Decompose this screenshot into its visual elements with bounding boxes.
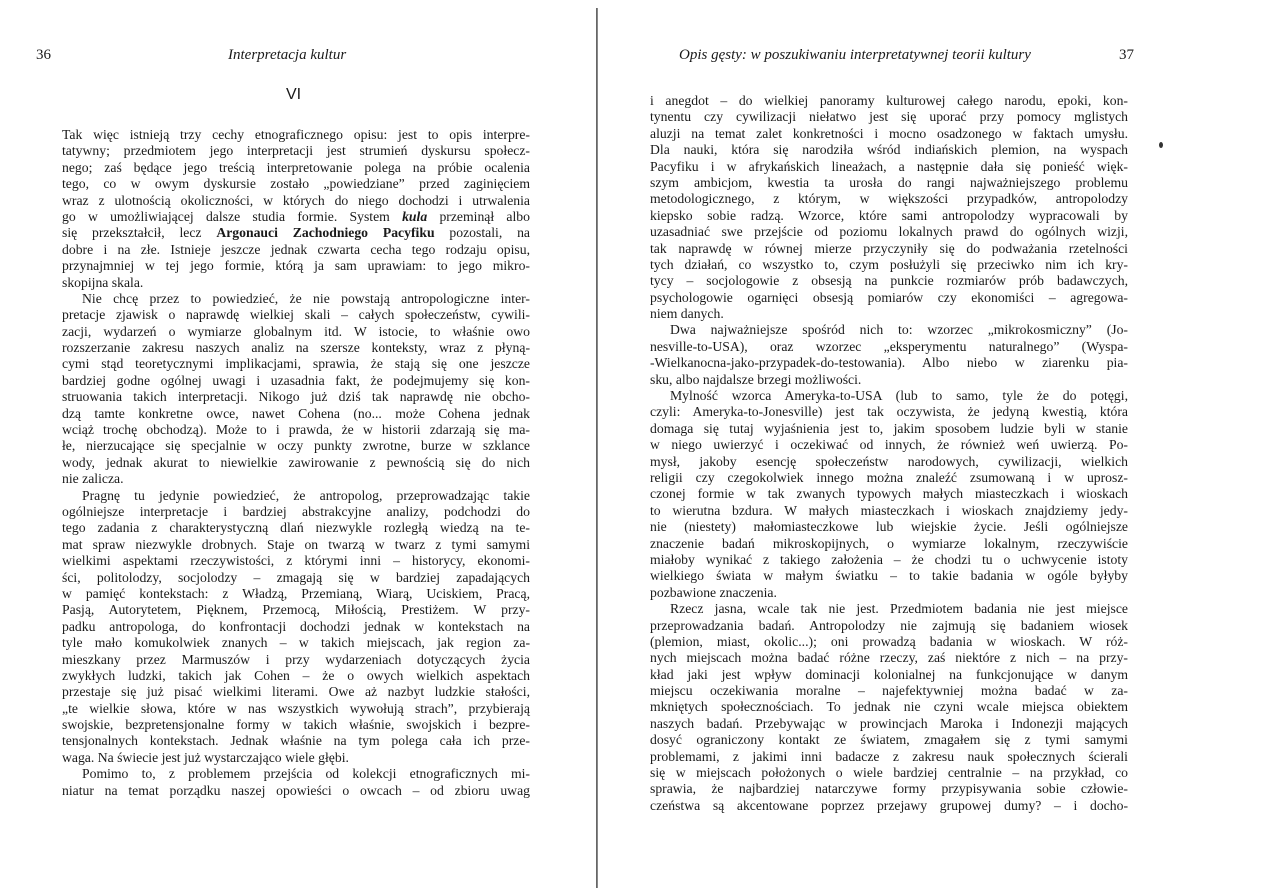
text-line: metodologicznego, z którym, w większości przypadków, antropolodzy xyxy=(650,191,1128,207)
text-line: Pragnę tu jedynie powiedzieć, że antropolog, przeprowadzając takie xyxy=(82,487,530,503)
text-line: aluzji na temat zalet konkretności i mocno osadzonego w faktach umysłu. xyxy=(650,125,1128,141)
paragraph xyxy=(650,93,1128,322)
text-line: przestaje się już pisać wielkimi literami. Owe aż nazbyt ludzkie stałości, xyxy=(62,684,530,700)
paragraph xyxy=(650,322,1128,388)
text-line: kład jaki jest wpływ dominacji kolonialnej na funkcjonujące w danym xyxy=(650,666,1128,682)
right-page xyxy=(599,0,1262,894)
text-line: mkniętych społecznościach. To jednak nie czyni wcale miejsca obiektem xyxy=(650,699,1128,715)
page-body xyxy=(62,127,530,799)
text-line: naszych badań. Przebywając w prowincjach Maroka i Indonezji mających xyxy=(650,715,1128,731)
text-line: tego, co w owym dyskursie zostało „powiedziane” przed zaginięciem xyxy=(62,176,530,192)
text-line: i anegdot – do wielkiej panoramy kulturowej całego narodu, epoki, kon- xyxy=(650,93,1128,108)
text-line: szym ambicjom, kwestia ta urosła do rangi najważniejszego problemu xyxy=(650,174,1128,190)
text-line: (plemion, miast, okolic...); oni prowadzą badania w wioskach. W róż- xyxy=(650,633,1128,649)
emphasized-text: kula xyxy=(402,208,428,224)
text-line: -Wielkanocna-jako-przypadek-do-testowania). Albo niebo w ziarenku pia- xyxy=(650,355,1128,371)
text-line: tak naprawdę w równej mierze przyczyniły się do podważania rzetelności xyxy=(650,240,1128,256)
text-line: tensjonalnych kontekstach. Jednak właśnie na tym polega cała ich prze- xyxy=(62,733,530,749)
text-line xyxy=(62,225,530,241)
text-line: przynajmniej w tej jego formie, którą ja sam uprawiam: to jego mikro- xyxy=(62,258,530,274)
text-line: zwykłych ludzki, takich jak Cohen – że o owych wielkich aspektach xyxy=(62,667,530,683)
text-line: mysł, jakoby esencję społeczeństw narodowych, cywilizacji, wielkich xyxy=(650,453,1128,469)
text-line: swojskie, bezpretensjonalne formy w takich właśnie, swojskich i bezpre- xyxy=(62,717,530,733)
page-body xyxy=(650,93,1128,814)
text-line: waga. Na świecie jest już wystarczająco wiele głębi. xyxy=(62,749,349,765)
text-line: to wierutna bzdura. W małych miasteczkach i wioskach znajdziemy jedy- xyxy=(650,502,1128,518)
text-line: miałoby wynikać z takiego założenia – że chodzi tu o uchwycenie istoty xyxy=(650,551,1128,567)
paragraph xyxy=(62,291,530,488)
text-line: uzasadniać swe przejście od poziomu lokalnych prawd do ogólnych wizji, xyxy=(650,224,1128,240)
text-line: sprawia, że najbardziej natarczywe formy przypisywania sobie człowie- xyxy=(650,781,1128,797)
paragraph xyxy=(62,127,530,291)
text-line: psychologowie ogarnięci obsesją pomiarów czy ekonomiści – agregowa- xyxy=(650,289,1128,305)
text-line: niatur na temat porządku naszej opowieści o owcach – od zbioru uwag xyxy=(62,782,530,798)
text-line: znaczenie badań mikroskopijnych, o wymiarze lokalnym, rzeczywiście xyxy=(650,535,1128,551)
text-line: religii czy czegokolwiek innego można znaleźć zsumowaną i w uprosz- xyxy=(650,469,1128,485)
left-page xyxy=(0,0,597,894)
text-line: Mylność wzorca Ameryka-to-USA (lub to samo, tyle że do potęgi, xyxy=(670,388,1128,404)
text-line: Rzecz jasna, wcale tak nie jest. Przedmiotem badania nie jest miejsce xyxy=(670,601,1128,617)
text-line: tyle mało komukolwiek znanych – w takich miejscach, jak region za- xyxy=(62,635,530,651)
text-line: tatywny; przedmiotem jego interpretacji jest strumień dyskursu społecz- xyxy=(62,143,530,159)
text-line: nie (niestety) małomiasteczkowe lub wiejskie życie. Jeśli ogólniejsze xyxy=(650,519,1128,535)
text-line: pretacje zjawisk o naprawdę wielkiej skali – całych społeczeństw, cywili- xyxy=(62,307,530,323)
text-line: padku antropologa, do konfrontacji dochodzi jednak w kontekstach na xyxy=(62,618,530,634)
page-number: 36 xyxy=(36,47,51,63)
text-line: tego zadania z charakterystyczną dlań niezwykle rozległą wiedzą na te- xyxy=(62,520,530,536)
text-line: czonej formie w tak zwanych typowych małych miasteczkach i wioskach xyxy=(650,486,1128,502)
page-number: 37 xyxy=(1119,47,1134,63)
text-line: mieszkany przez Marmuszów i przy wydarzeniach dotyczących życia xyxy=(62,651,530,667)
paragraph xyxy=(650,601,1128,814)
text-line: miejscu oczekiwania moralne – najefektywniej można badać w za- xyxy=(650,683,1128,699)
text-line: tych działań, co wszystko to, czym posłużyli się przeciwko nim ich kry- xyxy=(650,256,1128,272)
text-line: mat spraw niezwykle drobnych. Staje on twarzą w twarz z tymi samymi xyxy=(62,536,530,552)
text-line: ści, politolodzy, socjolodzy – zmagają się w bardziej zapadających xyxy=(62,569,530,585)
text-segment: się przekształcił, lecz xyxy=(62,225,217,241)
text-line: zacji, wydarzeń o wymiarze globalnym itd. W istocie, to właśnie owo xyxy=(62,323,530,339)
paragraph xyxy=(62,488,530,767)
text-line: w pamięć kontekstach: z Władzą, Przemianą, Wiarą, Uciskiem, Pracą, xyxy=(62,585,530,601)
text-line: Dla nauki, która się narodziła wśród indiańskich plemion, na wyspach xyxy=(650,142,1128,158)
text-line: Dwa najważniejsze spośród nich to: wzorzec „mikrokosmiczny” (Jo- xyxy=(670,322,1128,338)
text-line: Pacyfiku i w afrykańskich lineażach, a następnie dała się ponieść więk- xyxy=(650,158,1128,174)
text-line xyxy=(62,209,530,225)
text-line: dobre i na złe. Istnieje jeszcze jednak czwarta cecha tego rodzaju opisu, xyxy=(62,241,530,257)
text-line: sku, albo najdalsze brzegi możliwości. xyxy=(650,371,862,387)
text-line: problemami, z jakimi inni badacze z zakresu nauk społecznych ścierali xyxy=(650,748,1128,764)
text-line: nych miejscach można badać różne rzeczy, zaś niektóre z nich – na przy- xyxy=(650,650,1128,666)
text-line: wody, jednak akurat to niewielkie zawirowanie z pewnością się do nich xyxy=(62,454,530,470)
text-line: struowania takich interpretacji. Nikogo już dziś tak naprawdę nie obcho- xyxy=(62,389,530,405)
text-line: wraz z ulotnością okoliczności, w których do niego dochodzi i utrwalenia xyxy=(62,192,530,208)
text-line: wielkiego świata w małym światku – to takie badania w ogóle byłyby xyxy=(650,568,1128,584)
text-line: wielkimi aspektami rzeczywistości, z którymi inni – historycy, ekonomi- xyxy=(62,553,530,569)
text-line: ogólniejsze interpretacje i bardziej abstrakcyjne analizy, podchodzi do xyxy=(62,503,530,519)
text-line: Pomimo to, z problemem przejścia od kolekcji etnograficznych mi- xyxy=(82,766,530,782)
text-segment: pozostali, na xyxy=(434,225,530,241)
running-head: Opis gęsty: w poszukiwaniu interpretatywnej teorii kultury xyxy=(679,47,1031,63)
text-line: tynentu czy cywilizacji niełatwo jest się uporać przy pomocy mglistych xyxy=(650,109,1128,125)
section-heading: VI xyxy=(286,86,302,103)
text-line: Nie chcę przez to powiedzieć, że nie powstają antropologiczne inter- xyxy=(82,290,530,306)
text-line: kiepsko sobie radzą. Wzorce, które sami antropolodzy wypracowali by xyxy=(650,207,1128,223)
running-head: Interpretacja kultur xyxy=(228,47,347,63)
text-line: tycy – socjologowie z obsesją na punkcie rozmiarów prób badawczych, xyxy=(650,273,1128,289)
text-line: rozszerzanie zakresu naszych analiz na szersze konteksty, wraz z płyną- xyxy=(62,340,530,356)
text-line: czyli: Ameryka-to-Jonesville) jest tak oczywista, że jedyną kwestią, która xyxy=(650,404,1128,420)
text-line: dzą tamte konkretne owce, nawet Cohena (no... może Cohena jednak xyxy=(62,405,530,421)
text-segment: go w umożliwiającej dalsze studia formie. System xyxy=(62,208,403,224)
text-line: wciąż trochę obchodzą). Może to i prawda, że w historii zdarzają się ma- xyxy=(62,422,530,438)
text-line: niem danych. xyxy=(650,306,724,322)
text-line: skopijna skala. xyxy=(62,274,144,290)
text-line: Tak więc istnieją trzy cechy etnograficznego opisu: jest to opis interpre- xyxy=(62,127,530,142)
text-line: czeństwa są akcentowane poprzez przejawy grupowej dumy? – i docho- xyxy=(650,797,1128,813)
text-line: dosyć ograniczony kontakt ze światem, zmagałem się z tymi samymi xyxy=(650,732,1128,748)
text-line: nesville-to-USA), oraz wzorzec „eksperymentu naturalnego” (Wyspa- xyxy=(650,338,1128,354)
text-line: się w miejscach położonych o wiele bardziej centralnie – na przykład, co xyxy=(650,765,1128,781)
text-line: „te wielkie słowa, które w nas wszystkich wywołują strach”, przybierają xyxy=(62,700,530,716)
text-line: przeprowadzania badań. Antropolodzy nie zajmują się badaniem wiosek xyxy=(650,617,1128,633)
emphasized-text: Argonauci Zachodniego Pacyfiku xyxy=(216,225,435,241)
text-line: Pasją, Autorytetem, Pięknem, Przemocą, Miłością, Prestiżem. W przy- xyxy=(62,602,530,618)
text-line: pozbawione znaczenia. xyxy=(650,584,777,600)
text-line: łe, nierzucające się specjalnie w oczy punkty zwrotne, burze w szklance xyxy=(62,438,530,454)
text-line: w niego uwierzyć i oczekiwać od innych, że również weń uwierzą. Po- xyxy=(650,437,1128,453)
paragraph xyxy=(650,388,1128,601)
text-line: nie zalicza. xyxy=(62,471,124,487)
text-line: nego; zaś będące jego treścią interpretowanie polega na próbie ocalenia xyxy=(62,159,530,175)
text-line: domaga się tutaj wyjaśnienia jest to, jakim sposobem ludzie byli w stanie xyxy=(650,420,1128,436)
text-line: cymi stąd teoretycznymi implikacjami, sprawia, że stają się one jeszcze xyxy=(62,356,530,372)
text-segment: przeminął albo xyxy=(427,208,530,224)
text-line: bardziej godne ogólnej uwagi i uzasadnia fakt, że podejmujemy się kon- xyxy=(62,372,530,388)
paragraph xyxy=(62,766,530,799)
